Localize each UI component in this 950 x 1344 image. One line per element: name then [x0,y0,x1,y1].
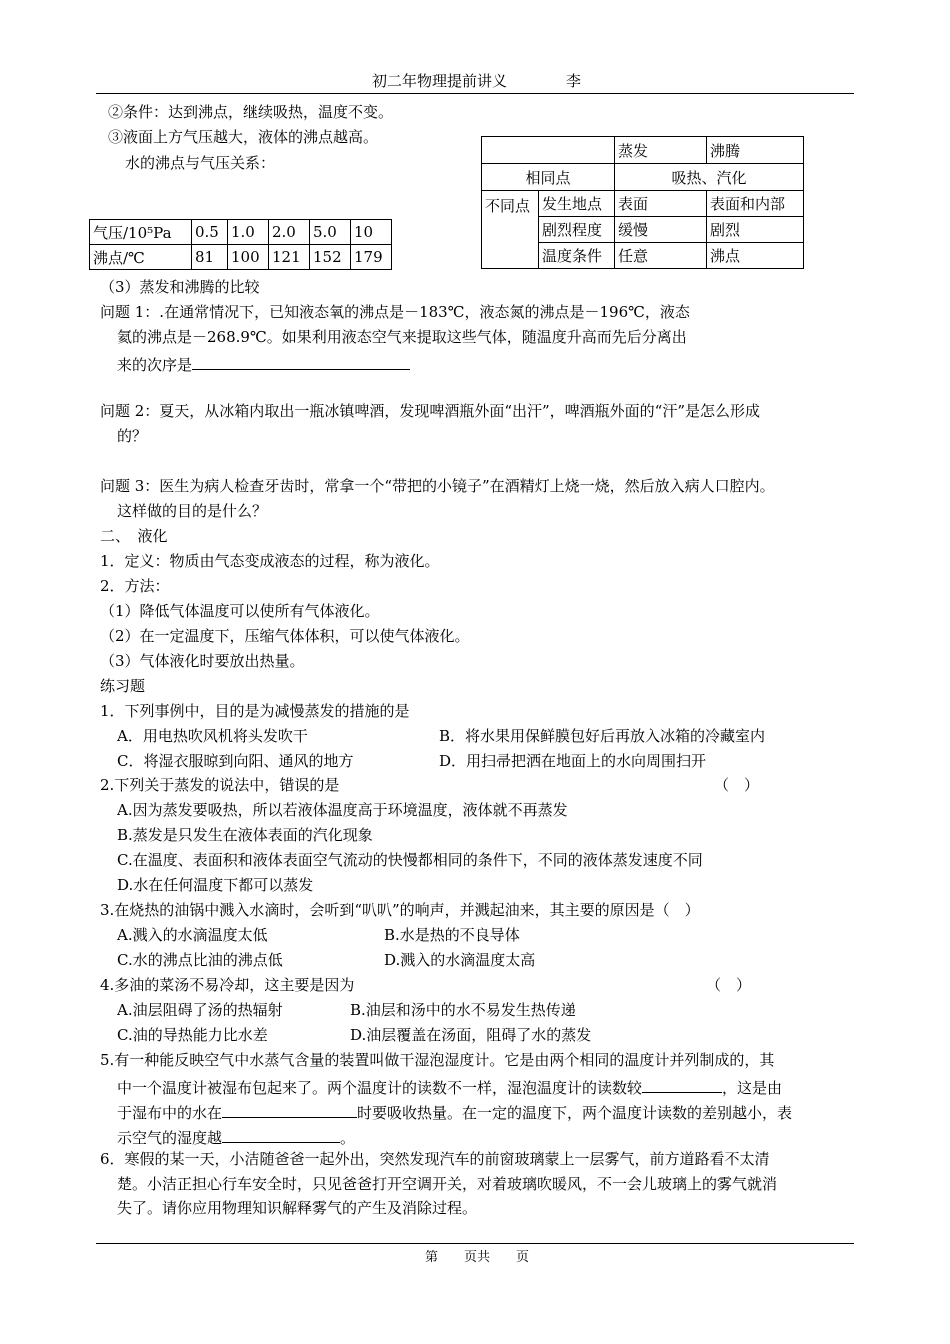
option-a: A．用电热吹风机将头发吹干 [117,727,308,745]
option-d: D.油层覆盖在汤面，阻碍了水的蒸发 [350,1026,592,1044]
table-cell: 0.5 [192,220,228,245]
option-b: B.油层和汤中的水不易发生热传递 [350,1001,576,1019]
question-line: 6．寒假的某一天，小洁随爸爸一起外出，突然发现汽车的前窗玻璃蒙上一层雾气，前方道路看不太清 [100,1150,770,1168]
header-rule [96,93,854,94]
table-cell: 表面和内部 [707,191,804,217]
question-line: 问题 1：.在通常情况下，已知液态氧的沸点是－183℃，液态氮的沸点是－196℃，液态 [100,303,690,321]
row-label: 气压/10⁵Pa [90,220,192,245]
option-c: C.水的沸点比油的沸点低 [117,951,283,969]
same-value: 吸热、汽化 [615,164,804,191]
page-footer: 第 页共 页 [425,1250,530,1265]
answer-blank[interactable] [222,1103,357,1118]
table-cell: 沸点 [707,243,804,269]
question-line: 失了。请你应用物理知识解释雾气的产生及消除过程。 [117,1199,478,1217]
question-line: 来的次序是 [117,355,410,373]
answer-blank[interactable] [222,1128,340,1143]
option-a: A.因为蒸发要吸热，所以若液体温度高于环境温度，液体就不再蒸发 [117,801,568,819]
question-line: 5.有一种能反映空气中水蒸气含量的装置叫做干湿泡湿度计。它是由两个相同的温度计并列制成的，其 [100,1051,775,1069]
text-line: （3）气体液化时要放出热量。 [100,652,305,670]
header-title: 初二年物理提前讲义 [372,72,508,90]
row-label: 沸点/℃ [90,245,192,270]
option-c: C.油的导热能力比水差 [117,1026,268,1044]
option-d: D.水在任何温度下都可以蒸发 [117,876,314,894]
header-boiling: 沸腾 [707,137,804,164]
answer-blank[interactable] [192,355,410,370]
table-cell: 缓慢 [615,217,707,243]
question-line: 氦的沸点是－268.9℃。如果利用液态空气来提取这些气体，随温度升高而先后分离出 [117,328,687,346]
pressure-boiling-table [89,219,392,270]
question-line: 2.下列关于蒸发的说法中，错误的是 [100,776,340,794]
text-line: ③液面上方气压越大，液体的沸点越高。 [108,128,379,146]
text-line: （2）在一定温度下，压缩气体体积，可以使气体液化。 [100,627,470,645]
option-c: C.在温度、表面积和液体表面空气流动的快慢都相同的条件下，不同的液体蒸发速度不同 [117,851,703,869]
table-cell: 5.0 [310,220,351,245]
question-line: 的？ [117,427,148,445]
option-d: D.溅入的水滴温度太高 [384,951,536,969]
option-a: A.溅入的水滴温度太低 [117,926,268,944]
evaporation-boiling-table [481,136,804,269]
question-line: 问题 3：医生为病人检查牙齿时，常拿一个“带把的小镜子”在酒精灯上烧一烧，然后放入病人口腔内。 [100,477,775,495]
table-cell: 表面 [615,191,707,217]
table-cell: 121 [269,245,310,270]
question-line: 3.在烧热的油锅中溅入水滴时，会听到“叭叭”的响声，并溅起油来，其主要的原因是（ ） [100,901,700,919]
text-line: 水的沸点与气压关系： [125,154,276,172]
option-c: C．将湿衣服晾到向阳、通风的地方 [117,752,354,770]
table-cell: 2.0 [269,220,310,245]
header-author: 李 [566,72,582,90]
question-line: 示空气的湿度越 。 [117,1129,356,1147]
same-label: 相同点 [482,164,615,191]
question-line: 中一个温度计被湿布包起来了。两个温度计的读数不一样，湿泡温度计的读数较 ，这是由 [117,1079,783,1097]
diff-label: 不同点 [482,191,539,269]
row-key: 剧烈程度 [539,217,615,243]
section-heading: （3）蒸发和沸腾的比较 [100,278,260,296]
table-cell: 179 [351,245,392,270]
option-b: B.水是热的不良导体 [384,926,520,944]
section-heading: 二、 液化 [100,527,168,545]
option-d: D．用扫帚把洒在地面上的水向周围扫开 [439,752,707,770]
option-b: B．将水果用保鲜膜包好后再放入冰箱的冷藏室内 [439,727,766,745]
table-cell: 100 [228,245,269,270]
text-line: 2．方法： [100,577,170,595]
table-cell: 152 [310,245,351,270]
table-cell: 任意 [615,243,707,269]
header-evaporation: 蒸发 [615,137,707,164]
table-cell: 剧烈 [707,217,804,243]
table-cell: 1.0 [228,220,269,245]
answer-paren: （ ） [706,976,752,994]
section-heading: 练习题 [100,677,146,695]
question-line: 问题 2：夏天，从冰箱内取出一瓶冰镇啤酒，发现啤酒瓶外面“出汗”，啤酒瓶外面的“汗”是怎么形成 [100,402,760,420]
table-cell: 10 [351,220,392,245]
row-key: 发生地点 [539,191,615,217]
answer-paren: （ ） [714,776,760,794]
question-line: 于湿布中的水在 时要吸收热量。在一定的温度下，两个温度计读数的差别越小，表 [117,1104,793,1122]
footer-rule [96,1243,854,1244]
question-line: 1．下列事例中，目的是为减慢蒸发的措施的是 [100,702,410,720]
text-line: ②条件：达到沸点，继续吸热，温度不变。 [108,103,394,121]
answer-blank[interactable] [642,1078,722,1093]
question-line: 这样做的目的是什么？ [117,502,268,520]
question-line: 4.多油的菜汤不易冷却，这主要是因为 [100,976,355,994]
option-b: B.蒸发是只发生在液体表面的汽化现象 [117,826,373,844]
text-line: 1．定义：物质由气态变成液态的过程，称为液化。 [100,552,440,570]
table-cell: 81 [192,245,228,270]
row-key: 温度条件 [539,243,615,269]
question-line: 楚。小洁正担心行车安全时，只见爸爸打开空调开关，对着玻璃吹暖风，不一会儿玻璃上的雾气就消 [117,1175,778,1193]
option-a: A.油层阻碍了汤的热辐射 [117,1001,283,1019]
text-line: （1）降低气体温度可以使所有气体液化。 [100,602,380,620]
